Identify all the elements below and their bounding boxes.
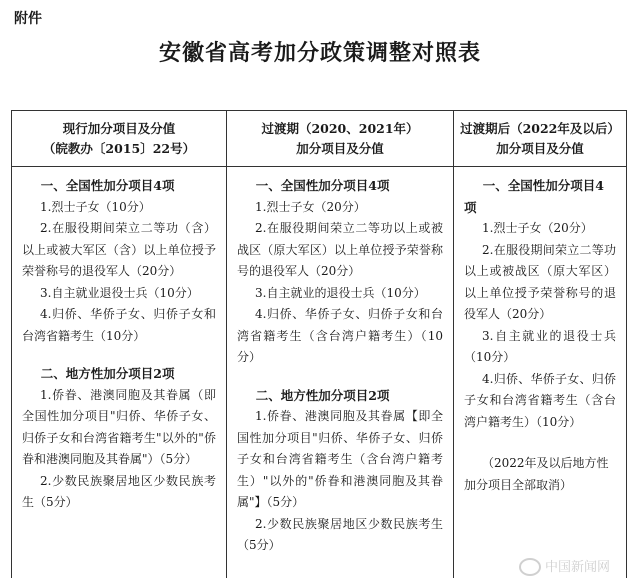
list-item: 4.归侨、华侨子女、归侨子女和台湾省籍考生（10分）: [22, 307, 216, 343]
column-header: [454, 111, 626, 167]
column-body: [12, 167, 226, 514]
column-header-line: 过渡期（2020、2021年）: [261, 120, 419, 136]
column-after-transition: [454, 111, 626, 578]
list-item: 4.归侨、华侨子女、归侨子女和台湾省籍考生（含台湾户籍考生）（10分）: [464, 371, 616, 429]
column-header-line: 过渡期后（2022年及以后）: [460, 120, 620, 136]
column-header: [12, 111, 226, 167]
list-item: 3.自主就业的退役士兵（10分）: [255, 285, 426, 300]
list-item: 2.在服役期间荣立二等功以上或被战区（原大军区）以上单位授予荣誉称号的退役军人（20分）: [464, 242, 616, 321]
page-title: 安徽省高考加分政策调整对照表: [158, 40, 481, 66]
weibo-icon: [519, 558, 541, 576]
attachment-label: 附件: [14, 11, 42, 27]
watermark: [519, 556, 610, 577]
column-transition-period: [227, 111, 454, 578]
list-item: 1.侨眷、港澳同胞及其眷属【即全国性加分项目"归侨、华侨子女、归侨子女和台湾省籍考生（含台湾户籍考生）"以外的"侨眷和港澳同胞及其眷属"】（5分）: [237, 409, 443, 509]
list-item: 1.烈士子女（20分）: [255, 199, 366, 214]
column-header-line: 现行加分项目及分值: [62, 120, 176, 136]
list-item: 1.侨眷、港澳同胞及其眷属（即全国性加分项目"归侨、华侨子女、归侨子女和台湾省籍考生"以外的"侨眷和港澳同胞及其眷属"）（5分）: [22, 387, 216, 466]
column-header-line: 加分项目及分值: [496, 140, 584, 156]
list-item: 3.自主就业的退役士兵（10分）: [464, 328, 616, 364]
section-title: 一、全国性加分项目4项: [40, 178, 175, 193]
section-title: 二、地方性加分项目2项: [40, 366, 175, 381]
list-item: 2.在服役期间荣立二等功以上或被战区（原大军区）以上单位授予荣誉称号的退役军人（20分）: [237, 221, 443, 278]
list-item: 1.烈士子女（10分）: [40, 199, 151, 214]
section-title: 一、全国性加分项目4项: [255, 178, 390, 193]
list-item: 2.少数民族聚居地区少数民族考生（5分）: [237, 516, 443, 552]
comparison-table: [11, 110, 627, 578]
policy-note: （2022年及以后地方性加分项目全部取消）: [464, 456, 609, 492]
list-item: 2.在服役期间荣立二等功（含）以上或被大军区（含）以上单位授予荣誉称号的退役军人（20分）: [22, 221, 216, 278]
list-item: 3.自主就业退役士兵（10分）: [40, 285, 199, 300]
section-title: 一、全国性加分项目4项: [464, 178, 604, 215]
list-item: 2.少数民族聚居地区少数民族考生（5分）: [22, 473, 216, 509]
column-header-line: （皖教办〔2015〕22号）: [42, 140, 196, 156]
column-body: [454, 167, 626, 496]
list-item: 1.烈士子女（20分）: [482, 221, 593, 235]
column-current-policy: [12, 111, 227, 578]
list-item: 4.归侨、华侨子女、归侨子女和台湾省籍考生（含台湾户籍考生）（10分）: [237, 307, 443, 364]
column-header-line: 加分项目及分值: [296, 140, 384, 156]
column-body: [227, 167, 453, 557]
watermark-text: 中国新闻网: [544, 559, 610, 575]
section-title: 二、地方性加分项目2项: [255, 387, 390, 403]
column-header: [227, 111, 453, 167]
